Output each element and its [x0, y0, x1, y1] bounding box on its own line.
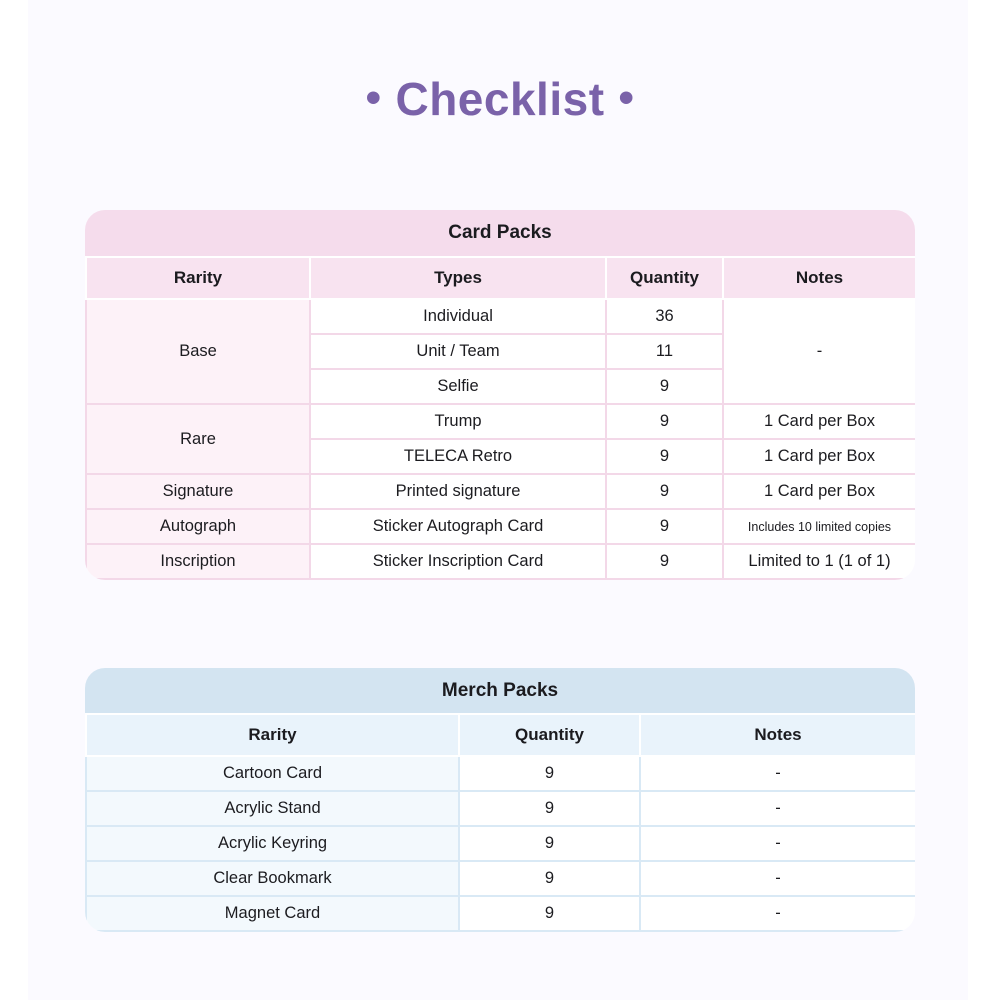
cell-notes: 1 Card per Box: [723, 474, 915, 509]
cell-quantity: 9: [459, 896, 640, 931]
col-header-rarity: Rarity: [86, 714, 459, 756]
cell-quantity: 9: [459, 756, 640, 791]
card-packs-grid: [85, 256, 915, 580]
table-row: [86, 826, 915, 861]
cell-type: Sticker Inscription Card: [310, 544, 606, 579]
cell-quantity: 9: [606, 474, 723, 509]
cell-type: Unit / Team: [310, 334, 606, 369]
cell-notes: Limited to 1 (1 of 1): [723, 544, 915, 579]
cell-type: Printed signature: [310, 474, 606, 509]
cell-type: Trump: [310, 404, 606, 439]
cell-quantity: 9: [459, 826, 640, 861]
col-header-quantity: Quantity: [459, 714, 640, 756]
cell-rarity: Acrylic Keyring: [86, 826, 459, 861]
cell-rarity: Clear Bookmark: [86, 861, 459, 896]
col-header-notes: Notes: [723, 257, 915, 299]
cell-type: Selfie: [310, 369, 606, 404]
cell-rarity: Cartoon Card: [86, 756, 459, 791]
cell-quantity: 9: [606, 369, 723, 404]
table-row: [86, 474, 915, 509]
table-row: [86, 756, 915, 791]
cell-notes: 1 Card per Box: [723, 404, 915, 439]
merch-packs-title: Merch Packs: [85, 668, 915, 713]
cell-quantity: 36: [606, 299, 723, 334]
cell-type: Sticker Autograph Card: [310, 509, 606, 544]
cell-rarity: Signature: [86, 474, 310, 509]
page-title: [0, 72, 1000, 126]
cell-notes: -: [640, 861, 915, 896]
table-row: [86, 896, 915, 931]
cell-notes: 1 Card per Box: [723, 439, 915, 474]
cell-quantity: 9: [606, 439, 723, 474]
cell-rarity: Acrylic Stand: [86, 791, 459, 826]
cell-quantity: 9: [459, 791, 640, 826]
cell-quantity: 11: [606, 334, 723, 369]
cell-quantity: 9: [606, 404, 723, 439]
card-packs-title: Card Packs: [85, 210, 915, 256]
table-row: [86, 861, 915, 896]
col-header-types: Types: [310, 257, 606, 299]
cell-notes: -: [640, 756, 915, 791]
cell-rarity: Base: [86, 299, 310, 404]
table-row: [86, 509, 915, 544]
cell-notes: -: [640, 896, 915, 931]
table-row: [86, 544, 915, 579]
col-header-notes: Notes: [640, 714, 915, 756]
table-header-row: [86, 714, 915, 756]
cell-quantity: 9: [459, 861, 640, 896]
table-row: [86, 791, 915, 826]
card-packs-table: [85, 210, 915, 580]
cell-notes: -: [723, 299, 915, 404]
table-row: [86, 299, 915, 334]
cell-type: Individual: [310, 299, 606, 334]
col-header-rarity: Rarity: [86, 257, 310, 299]
cell-quantity: 9: [606, 544, 723, 579]
merch-packs-grid: [85, 713, 915, 932]
cell-notes: -: [640, 791, 915, 826]
table-header-row: [86, 257, 915, 299]
table-row: [86, 404, 915, 439]
cell-notes: -: [640, 826, 915, 861]
cell-rarity: Inscription: [86, 544, 310, 579]
cell-notes: Includes 10 limited copies: [723, 509, 915, 544]
col-header-quantity: Quantity: [606, 257, 723, 299]
cell-rarity: Rare: [86, 404, 310, 474]
cell-quantity: 9: [606, 509, 723, 544]
cell-rarity: Autograph: [86, 509, 310, 544]
cell-type: TELECA Retro: [310, 439, 606, 474]
page-title-text: Checklist: [395, 73, 605, 125]
cell-rarity: Magnet Card: [86, 896, 459, 931]
title-dot-right: •: [618, 73, 635, 122]
title-dot-left: •: [365, 73, 382, 122]
merch-packs-table: [85, 668, 915, 932]
